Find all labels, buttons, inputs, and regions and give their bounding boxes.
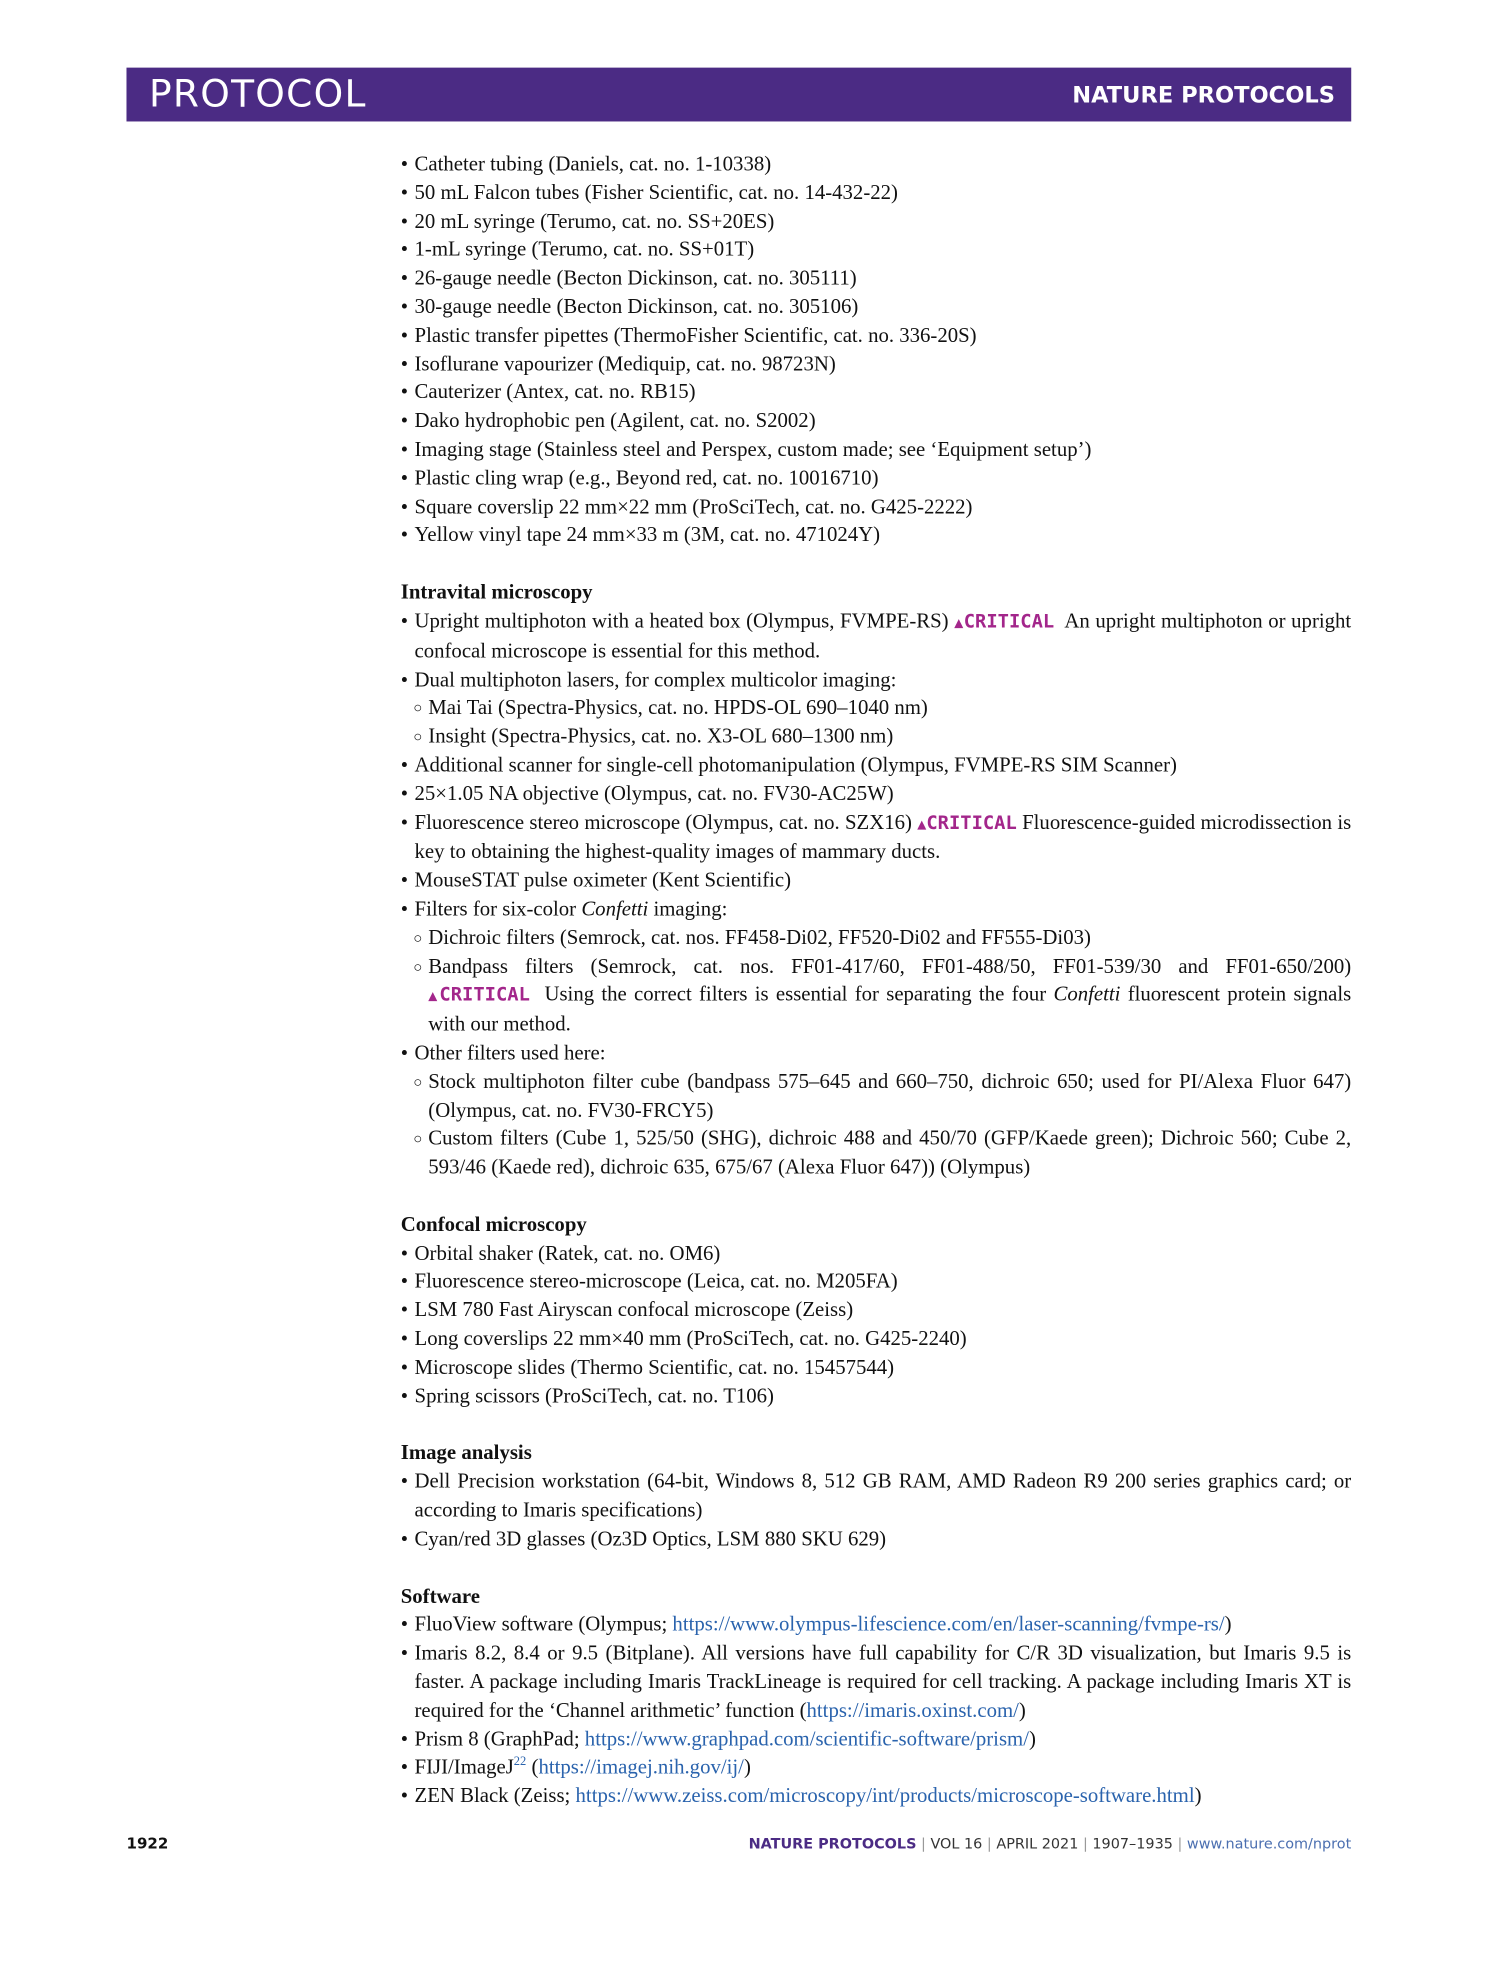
bullet-icon: • (400, 151, 409, 176)
equipment-content (401, 150, 1351, 1811)
circle-bullet-icon: ○ (413, 1129, 423, 1148)
sub-list-item: ○ Mai Tai (Spectra-Physics, cat. no. HPDS-OL 690–1040 nm) (401, 694, 1351, 723)
list-item: • FluoView software (Olympus; https://www.olympus-lifescience.com/en/laser-scanning/fvmpe-rs/) (401, 1611, 1351, 1640)
bullet-icon: • (400, 752, 409, 777)
bullet-icon: • (400, 351, 409, 376)
list-item: • 30-gauge needle (Becton Dickinson, cat. no. 305106) (401, 293, 1351, 322)
bullet-icon: • (400, 1040, 409, 1065)
section-title-confocal: Confocal microscopy (400, 1212, 587, 1236)
bullet-icon: • (400, 1469, 409, 1494)
circle-bullet-icon: ○ (413, 957, 423, 975)
imagej-link[interactable]: https://imagej.nih.gov/ij/ (538, 1755, 744, 1779)
imaris-link[interactable]: https://imaris.oxinst.com/ (806, 1697, 1019, 1722)
list-item: • Fluorescence stereo-microscope (Leica, cat. no. M205FA) (401, 1268, 1351, 1297)
section-title-software: Software (400, 1583, 481, 1608)
intravital-list (401, 607, 1351, 1182)
bullet-icon: • (400, 237, 409, 261)
prism-link[interactable]: https://www.graphpad.com/scientific-software/prism/ (584, 1726, 1029, 1751)
bullet-icon: • (400, 294, 409, 319)
list-item: • Dell Precision workstation (64-bit, Windows 8, 512 GB RAM, AMD Radeon R9 200 series graphics card; or according to Imaris specifications) (400, 1469, 1352, 1522)
list-item: • Square coverslip 22 mm×22 mm (ProSciTech, cat. no. G425-2222) (401, 493, 1351, 522)
list-item: • Other filters used here: (401, 1039, 1351, 1068)
bullet-icon: • (400, 494, 409, 518)
bullet-icon: • (400, 465, 409, 490)
footer-pages: 1907–1935 (1092, 1834, 1173, 1853)
section-title-intravital: Intravital microscopy (400, 580, 593, 604)
list-item: • Yellow vinyl tape 24 mm×33 m (3M, cat. no. 471024Y) (401, 521, 1351, 550)
equipment-list (401, 150, 1351, 550)
footer-separator: | (1082, 1834, 1088, 1853)
page-number: 1922 (126, 1834, 169, 1853)
bullet-icon: • (400, 180, 409, 204)
bullet-icon: • (400, 379, 409, 404)
list-item: • 1-mL syringe (Terumo, cat. no. SS+01T) (401, 236, 1351, 265)
list-item: • Imaging stage (Stainless steel and Perspex, custom made; see ‘Equipment setup’) (401, 436, 1351, 465)
footer-separator: | (986, 1834, 992, 1853)
fluoview-link[interactable]: https://www.olympus-lifescience.com/en/laser-scanning/fvmpe-rs/ (672, 1612, 1225, 1637)
bullet-icon: • (400, 1240, 409, 1265)
list-item: • Isoflurane vapourizer (Mediquip, cat. no. 98723N) (401, 350, 1351, 379)
list-item: • Catheter tubing (Daniels, cat. no. 1-10338) (401, 150, 1351, 179)
reference-link[interactable]: 22 (513, 1755, 527, 1770)
footer-url-link[interactable]: www.nature.com/nprot (1186, 1834, 1352, 1853)
bullet-icon: • (400, 868, 409, 892)
list-item: • Dako hydrophobic pen (Agilent, cat. no. S2002) (401, 407, 1351, 436)
list-item: • Filters for six-color Confetti imaging: (401, 895, 1351, 924)
list-item: • Plastic transfer pipettes (ThermoFisher Scientific, cat. no. 336-20S) (401, 322, 1351, 351)
list-item: • Long coverslips 22 mm×40 mm (ProSciTech, cat. no. G425-2240) (401, 1325, 1351, 1354)
list-item: • 25×1.05 NA objective (Olympus, cat. no. FV30-AC25W) (401, 780, 1351, 809)
header-bar (126, 68, 1351, 122)
list-item: • Cyan/red 3D glasses (Oz3D Optics, LSM 880 SKU 629) (401, 1525, 1351, 1554)
sub-list-item: ○ Dichroic filters (Semrock, cat. nos. FF458-Di02, FF520-Di02 and FF555-Di03) (401, 924, 1351, 953)
bullet-icon: • (400, 1755, 409, 1779)
bullet-icon: • (400, 1269, 409, 1293)
list-item: • Microscope slides (Thermo Scientific, cat. no. 15457544) (401, 1354, 1351, 1383)
list-item: • LSM 780 Fast Airyscan confocal microscope (Zeiss) (401, 1296, 1351, 1325)
circle-bullet-icon: ○ (413, 1072, 423, 1091)
list-item: • MouseSTAT pulse oximeter (Kent Scientific) (401, 867, 1351, 896)
software-list (401, 1611, 1351, 1811)
list-item: • 20 mL syringe (Terumo, cat. no. SS+20ES) (401, 207, 1351, 236)
bullet-icon: • (400, 608, 409, 633)
critical-triangle-icon: ▲ (428, 987, 440, 1005)
list-item: • Upright multiphoton with a heated box (Olympus, FVMPE-RS) ▲CRITICAL An upright multiphoton or upright confocal microscope is essential for this method. (400, 608, 1352, 663)
list-item: • Plastic cling wrap (e.g., Beyond red, cat. no. 10016710) (401, 464, 1351, 493)
list-item: • Cauterizer (Antex, cat. no. RB15) (401, 379, 1351, 408)
bullet-icon: • (400, 781, 409, 805)
zen-link[interactable]: https://www.zeiss.com/microscopy/int/products/microscope-software.html (575, 1783, 1195, 1808)
circle-bullet-icon: ○ (413, 699, 423, 717)
bullet-icon: • (400, 1526, 409, 1551)
critical-triangle-icon: ▲ (954, 613, 964, 632)
confocal-list (401, 1239, 1351, 1410)
list-item: • Additional scanner for single-cell photomanipulation (Olympus, FVMPE-RS SIM Scanner) (401, 751, 1351, 780)
circle-bullet-icon: ○ (413, 727, 423, 746)
list-item: • 50 mL Falcon tubes (Fisher Scientific, cat. no. 14-432-22) (401, 179, 1351, 208)
bullet-icon: • (400, 1383, 409, 1408)
list-item: • ZEN Black (Zeiss; https://www.zeiss.com/microscopy/int/products/microscope-software.html) (401, 1782, 1351, 1811)
bullet-icon: • (400, 896, 409, 921)
list-item: • Imaris 8.2, 8.4 or 9.5 (Bitplane). All versions have full capability for C/R 3D visualization, but Imaris 9.5 is faster. A package including Imaris TrackLineage is required for cell tracking. A package including Imaris XT is required for the ‘Channel arithmetic’ function (https://imaris.oxinst.com/) (400, 1640, 1352, 1722)
list-item: • Orbital shaker (Ratek, cat. no. OM6) (401, 1239, 1351, 1268)
bullet-icon: • (400, 809, 409, 834)
bullet-icon: • (400, 408, 409, 433)
sub-list-item: ○ Custom filters (Cube 1, 525/50 (SHG), dichroic 488 and 450/70 (GFP/Kaede green); Dichroic 560; Cube 2, 593/46 (Kaede red), dichroic 635, 675/67 (Alexa Fluor 647)) (Olympus) (413, 1126, 1352, 1179)
circle-bullet-icon: ○ (413, 928, 423, 947)
bullet-icon: • (400, 522, 409, 547)
bullet-icon: • (400, 208, 409, 233)
list-item: • 26-gauge needle (Becton Dickinson, cat. no. 305111) (401, 264, 1351, 293)
critical-label: ▲CRITICAL (954, 609, 1055, 633)
critical-triangle-icon: ▲ (917, 814, 927, 833)
footer-volume: VOL 16 (930, 1834, 983, 1853)
bullet-icon: • (400, 322, 409, 347)
image-analysis-list (401, 1468, 1351, 1554)
critical-label: ▲CRITICAL (428, 983, 530, 1006)
footer-citation (749, 1835, 1352, 1853)
bullet-icon: • (400, 666, 409, 691)
footer-separator: | (921, 1834, 926, 1853)
bullet-icon: • (400, 1726, 409, 1751)
sub-list-item: ○ Bandpass filters (Semrock, cat. nos. FF01-417/60, FF01-488/50, FF01-539/30 and FF01-650/200) ▲CRITICAL Using the correct filters is essential for separating the four Confetti fluorescent protein signals with our method. (413, 953, 1352, 1036)
bullet-icon: • (400, 1612, 409, 1637)
list-item: • Spring scissors (ProSciTech, cat. no. T106) (401, 1382, 1351, 1411)
critical-label: ▲CRITICAL (917, 810, 1017, 834)
list-item: • FIJI/ImageJ$^{22}$ (https://imagej.nih.gov/ij/) (401, 1754, 1351, 1783)
list-item: • Prism 8 (GraphPad; https://www.graphpad.com/scientific-software/prism/) (401, 1725, 1351, 1754)
bullet-icon: • (400, 1640, 409, 1665)
section-label: PROTOCOL (149, 72, 367, 117)
journal-name: NATURE PROTOCOLS (1072, 82, 1335, 109)
bullet-icon: • (400, 265, 409, 290)
footer-separator: | (1177, 1834, 1183, 1853)
list-item: • Dual multiphoton lasers, for complex multicolor imaging: (401, 666, 1351, 695)
bullet-icon: • (400, 1783, 409, 1808)
section-title-image-analysis: Image analysis (400, 1440, 532, 1465)
list-item: • Fluorescence stereo microscope (Olympus, cat. no. SZX16) ▲CRITICAL Fluorescence-guided microdissection is key to obtaining the highest-quality images of mammary ducts. (400, 809, 1352, 864)
bullet-icon: • (400, 1297, 409, 1322)
bullet-icon: • (400, 1326, 409, 1351)
bullet-icon: • (400, 1354, 409, 1379)
footer-journal: NATURE PROTOCOLS (748, 1834, 917, 1853)
sub-list-item: ○ Insight (Spectra-Physics, cat. no. X3-OL 680–1300 nm) (401, 723, 1351, 752)
footer-date: APRIL 2021 (996, 1834, 1079, 1853)
bullet-icon: • (400, 437, 409, 461)
sub-list-item: ○ Stock multiphoton filter cube (bandpass 575–645 and 660–750, dichroic 650; used for PI/Alexa Fluor 647) (Olympus, cat. no. FV30-FRCY5) (413, 1069, 1352, 1122)
